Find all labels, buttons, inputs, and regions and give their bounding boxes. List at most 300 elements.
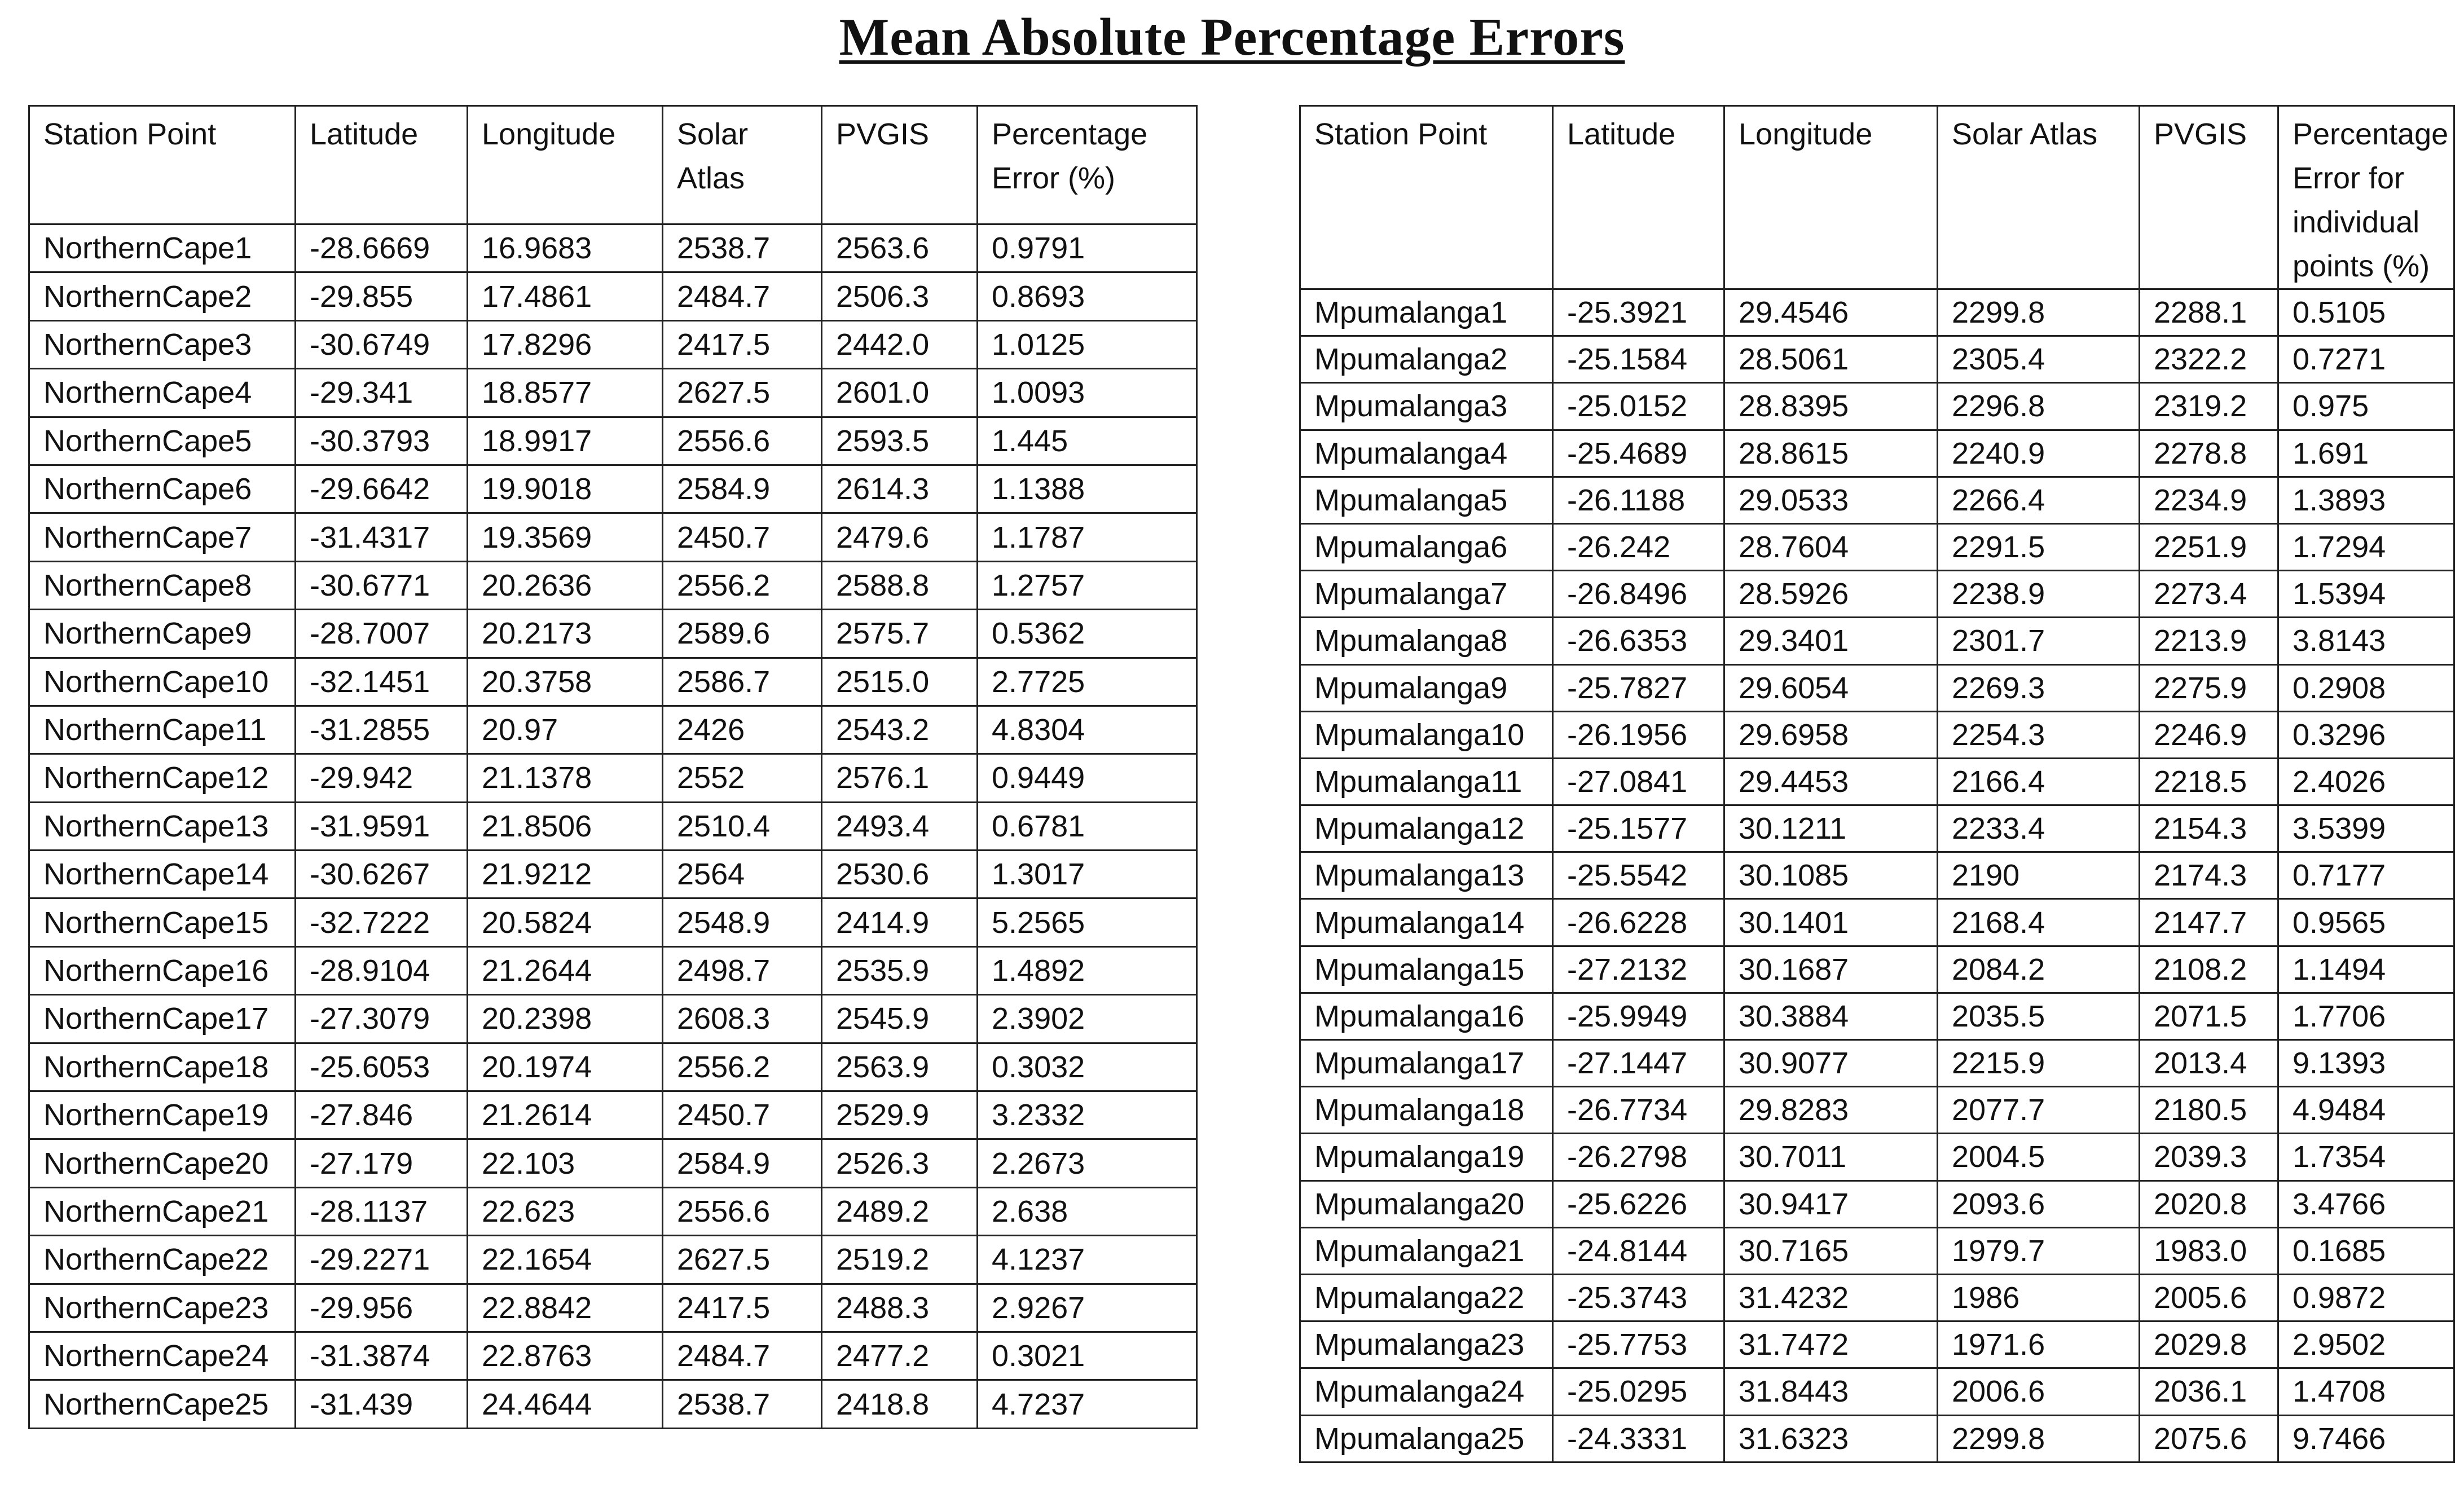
table-cell: 20.1974 xyxy=(468,1043,663,1091)
table-cell: 0.6781 xyxy=(978,802,1197,850)
table-row xyxy=(1300,571,2454,618)
table-cell: 0.8693 xyxy=(978,272,1197,320)
table-row xyxy=(29,802,1197,850)
northern-cape-table xyxy=(28,105,1198,1429)
table-cell: 22.8842 xyxy=(468,1284,663,1332)
table-cell: 2442.0 xyxy=(822,320,978,368)
table-cell: Mpumalanga8 xyxy=(1300,618,1553,664)
table-cell: 28.5926 xyxy=(1724,571,1938,618)
table-cell: 30.7011 xyxy=(1724,1134,1938,1180)
table-cell: NorthernCape3 xyxy=(29,320,296,368)
table-row xyxy=(1300,289,2454,336)
table-cell: 20.97 xyxy=(468,706,663,754)
column-header: PVGIS xyxy=(2140,106,2278,289)
table-cell: 2275.9 xyxy=(2140,664,2278,711)
table-cell: -30.3793 xyxy=(296,417,468,465)
table-cell: 2538.7 xyxy=(663,1380,822,1428)
table-cell: 1.4892 xyxy=(978,946,1197,994)
table-cell: 29.6958 xyxy=(1724,711,1938,758)
table-cell: Mpumalanga10 xyxy=(1300,711,1553,758)
table-cell: 30.1211 xyxy=(1724,805,1938,852)
table-cell: 3.8143 xyxy=(2278,618,2454,664)
table-cell: 0.9565 xyxy=(2278,899,2454,946)
table-cell: 16.9683 xyxy=(468,224,663,272)
table-cell: 2614.3 xyxy=(822,465,978,513)
table-cell: NorthernCape20 xyxy=(29,1139,296,1187)
table-row xyxy=(1300,430,2454,477)
table-row xyxy=(1300,618,2454,664)
table-cell: Mpumalanga20 xyxy=(1300,1180,1553,1227)
table-cell: 0.3296 xyxy=(2278,711,2454,758)
table-cell: -26.6228 xyxy=(1553,899,1724,946)
table-cell: 2556.2 xyxy=(663,1043,822,1091)
table-cell: 2180.5 xyxy=(2140,1087,2278,1134)
table-cell: 2563.6 xyxy=(822,224,978,272)
table-cell: 2319.2 xyxy=(2140,383,2278,430)
table-row xyxy=(29,658,1197,706)
table-cell: -25.7753 xyxy=(1553,1321,1724,1368)
table-cell: -28.7007 xyxy=(296,610,468,658)
table-cell: 28.5061 xyxy=(1724,336,1938,383)
table-cell: 18.9917 xyxy=(468,417,663,465)
table-row xyxy=(29,946,1197,994)
table-cell: -27.2132 xyxy=(1553,946,1724,993)
table-cell: NorthernCape12 xyxy=(29,754,296,802)
table-cell: 2.7725 xyxy=(978,658,1197,706)
table-row xyxy=(29,1187,1197,1235)
table-cell: NorthernCape5 xyxy=(29,417,296,465)
table-cell: 2004.5 xyxy=(1938,1134,2140,1180)
table-cell: 2168.4 xyxy=(1938,899,2140,946)
table-cell: 2233.4 xyxy=(1938,805,2140,852)
table-cell: -32.1451 xyxy=(296,658,468,706)
table-cell: -28.9104 xyxy=(296,946,468,994)
column-header: Latitude xyxy=(1553,106,1724,289)
table-cell: NorthernCape23 xyxy=(29,1284,296,1332)
table-row xyxy=(29,1091,1197,1139)
table-cell: 2108.2 xyxy=(2140,946,2278,993)
table-cell: -25.5542 xyxy=(1553,852,1724,899)
table-cell: NorthernCape13 xyxy=(29,802,296,850)
table-row xyxy=(1300,758,2454,805)
table-cell: Mpumalanga16 xyxy=(1300,993,1553,1039)
table-cell: 2.9502 xyxy=(2278,1321,2454,1368)
table-cell: 2589.6 xyxy=(663,610,822,658)
table-cell: 2488.3 xyxy=(822,1284,978,1332)
table-row xyxy=(29,224,1197,272)
table-cell: 2526.3 xyxy=(822,1139,978,1187)
table-cell: 28.8615 xyxy=(1724,430,1938,477)
table-cell: 2538.7 xyxy=(663,224,822,272)
table-cell: Mpumalanga7 xyxy=(1300,571,1553,618)
table-cell: -28.1137 xyxy=(296,1187,468,1235)
table-cell: 1.1388 xyxy=(978,465,1197,513)
column-header: Longitude xyxy=(468,106,663,224)
table-cell: 31.8443 xyxy=(1724,1368,1938,1415)
table-cell: 29.0533 xyxy=(1724,477,1938,523)
table-cell: 2093.6 xyxy=(1938,1180,2140,1227)
table-cell: NorthernCape17 xyxy=(29,995,296,1043)
table-cell: 2218.5 xyxy=(2140,758,2278,805)
table-cell: -28.6669 xyxy=(296,224,468,272)
table-cell: Mpumalanga4 xyxy=(1300,430,1553,477)
table-cell: 31.4232 xyxy=(1724,1274,1938,1321)
table-cell: 1983.0 xyxy=(2140,1227,2278,1274)
table-cell: -26.2798 xyxy=(1553,1134,1724,1180)
table-cell: -29.2271 xyxy=(296,1236,468,1284)
table-row xyxy=(29,561,1197,609)
table-cell: 2278.8 xyxy=(2140,430,2278,477)
table-cell: -24.8144 xyxy=(1553,1227,1724,1274)
table-row xyxy=(29,1332,1197,1380)
table-cell: Mpumalanga3 xyxy=(1300,383,1553,430)
table-cell: 17.4861 xyxy=(468,272,663,320)
table-cell: -25.7827 xyxy=(1553,664,1724,711)
table-cell: 4.1237 xyxy=(978,1236,1197,1284)
table-row xyxy=(1300,383,2454,430)
table-cell: NorthernCape25 xyxy=(29,1380,296,1428)
table-cell: 0.3032 xyxy=(978,1043,1197,1091)
table-cell: 0.5362 xyxy=(978,610,1197,658)
table-cell: 2493.4 xyxy=(822,802,978,850)
table-row xyxy=(29,369,1197,417)
table-cell: 2005.6 xyxy=(2140,1274,2278,1321)
table-cell: NorthernCape22 xyxy=(29,1236,296,1284)
table-cell: NorthernCape18 xyxy=(29,1043,296,1091)
table-cell: 0.3021 xyxy=(978,1332,1197,1380)
table-cell: 2213.9 xyxy=(2140,618,2278,664)
table-cell: 29.4546 xyxy=(1724,289,1938,336)
table-cell: 20.2398 xyxy=(468,995,663,1043)
table-cell: 0.975 xyxy=(2278,383,2454,430)
table-cell: 4.7237 xyxy=(978,1380,1197,1428)
table-cell: 30.1401 xyxy=(1724,899,1938,946)
table-cell: -25.3921 xyxy=(1553,289,1724,336)
table-cell: NorthernCape11 xyxy=(29,706,296,754)
table-cell: -30.6267 xyxy=(296,851,468,898)
table-cell: 3.5399 xyxy=(2278,805,2454,852)
table-row xyxy=(29,706,1197,754)
table-cell: 1971.6 xyxy=(1938,1321,2140,1368)
table-row xyxy=(1300,1321,2454,1368)
table-cell: 2174.3 xyxy=(2140,852,2278,899)
table-cell: 22.623 xyxy=(468,1187,663,1235)
table-cell: 2545.9 xyxy=(822,995,978,1043)
table-cell: 2535.9 xyxy=(822,946,978,994)
table-cell: 1.7706 xyxy=(2278,993,2454,1039)
table-cell: 2254.3 xyxy=(1938,711,2140,758)
table-row xyxy=(1300,711,2454,758)
table-cell: 30.3884 xyxy=(1724,993,1938,1039)
table-cell: 2418.8 xyxy=(822,1380,978,1428)
table-cell: Mpumalanga13 xyxy=(1300,852,1553,899)
table-cell: Mpumalanga24 xyxy=(1300,1368,1553,1415)
table-cell: 1.1494 xyxy=(2278,946,2454,993)
table-cell: 2.4026 xyxy=(2278,758,2454,805)
table-row xyxy=(29,272,1197,320)
table-cell: 21.2614 xyxy=(468,1091,663,1139)
table-cell: 2593.5 xyxy=(822,417,978,465)
table-cell: 29.3401 xyxy=(1724,618,1938,664)
table-row xyxy=(1300,336,2454,383)
table-cell: 2417.5 xyxy=(663,1284,822,1332)
table-cell: 0.5105 xyxy=(2278,289,2454,336)
table-cell: -25.1584 xyxy=(1553,336,1724,383)
table-cell: 2299.8 xyxy=(1938,289,2140,336)
table-cell: 29.8283 xyxy=(1724,1087,1938,1134)
table-cell: 2584.9 xyxy=(663,465,822,513)
table-cell: Mpumalanga2 xyxy=(1300,336,1553,383)
table-cell: Mpumalanga18 xyxy=(1300,1087,1553,1134)
table-cell: 2584.9 xyxy=(663,1139,822,1187)
table-cell: -25.0152 xyxy=(1553,383,1724,430)
table-cell: Mpumalanga17 xyxy=(1300,1040,1553,1087)
table-cell: 2299.8 xyxy=(1938,1415,2140,1462)
table-cell: 2071.5 xyxy=(2140,993,2278,1039)
table-cell: 1.4708 xyxy=(2278,1368,2454,1415)
table-cell: Mpumalanga19 xyxy=(1300,1134,1553,1180)
table-cell: -29.942 xyxy=(296,754,468,802)
table-cell: 2552 xyxy=(663,754,822,802)
table-cell: 2.3902 xyxy=(978,995,1197,1043)
table-row xyxy=(29,1139,1197,1187)
table-cell: Mpumalanga14 xyxy=(1300,899,1553,946)
table-row xyxy=(1300,1180,2454,1227)
table-cell: 1.691 xyxy=(2278,430,2454,477)
table-cell: 2273.4 xyxy=(2140,571,2278,618)
table-cell: 2529.9 xyxy=(822,1091,978,1139)
table-cell: 22.8763 xyxy=(468,1332,663,1380)
table-cell: -26.242 xyxy=(1553,523,1724,570)
table-row xyxy=(1300,1134,2454,1180)
table-cell: 2601.0 xyxy=(822,369,978,417)
table-cell: 2240.9 xyxy=(1938,430,2140,477)
table-cell: 0.9872 xyxy=(2278,1274,2454,1321)
table-cell: NorthernCape4 xyxy=(29,369,296,417)
table-row xyxy=(29,851,1197,898)
table-cell: 2266.4 xyxy=(1938,477,2140,523)
table-cell: 1979.7 xyxy=(1938,1227,2140,1274)
table-cell: 20.5824 xyxy=(468,898,663,946)
table-cell: -29.341 xyxy=(296,369,468,417)
table-cell: 2564 xyxy=(663,851,822,898)
table-cell: 30.9417 xyxy=(1724,1180,1938,1227)
table-cell: 20.2173 xyxy=(468,610,663,658)
table-cell: 2627.5 xyxy=(663,369,822,417)
table-cell: 24.4644 xyxy=(468,1380,663,1428)
table-cell: -27.1447 xyxy=(1553,1040,1724,1087)
table-row xyxy=(1300,1227,2454,1274)
table-cell: 2301.7 xyxy=(1938,618,2140,664)
table-cell: 19.3569 xyxy=(468,513,663,561)
table-cell: NorthernCape14 xyxy=(29,851,296,898)
table-cell: 2234.9 xyxy=(2140,477,2278,523)
table-cell: 30.1085 xyxy=(1724,852,1938,899)
table-cell: 29.4453 xyxy=(1724,758,1938,805)
table-cell: 2.2673 xyxy=(978,1139,1197,1187)
table-cell: -25.4689 xyxy=(1553,430,1724,477)
table-cell: 2166.4 xyxy=(1938,758,2140,805)
table-row xyxy=(1300,805,2454,852)
table-cell: -30.6749 xyxy=(296,320,468,368)
table-cell: -27.846 xyxy=(296,1091,468,1139)
table-cell: 3.2332 xyxy=(978,1091,1197,1139)
table-cell: 2.9267 xyxy=(978,1284,1197,1332)
table-cell: 2020.8 xyxy=(2140,1180,2278,1227)
table-cell: 2075.6 xyxy=(2140,1415,2278,1462)
table-cell: 1.5394 xyxy=(2278,571,2454,618)
table-cell: 2084.2 xyxy=(1938,946,2140,993)
column-header: Percentage Error (%) xyxy=(978,106,1197,224)
table-cell: -26.8496 xyxy=(1553,571,1724,618)
table-cell: NorthernCape8 xyxy=(29,561,296,609)
table-cell: 0.1685 xyxy=(2278,1227,2454,1274)
table-cell: 2489.2 xyxy=(822,1187,978,1235)
table-cell: 29.6054 xyxy=(1724,664,1938,711)
table-cell: 21.1378 xyxy=(468,754,663,802)
table-cell: 2291.5 xyxy=(1938,523,2140,570)
table-cell: 1.3893 xyxy=(2278,477,2454,523)
table-cell: 2543.2 xyxy=(822,706,978,754)
table-cell: Mpumalanga21 xyxy=(1300,1227,1553,1274)
table-cell: NorthernCape10 xyxy=(29,658,296,706)
table-cell: NorthernCape7 xyxy=(29,513,296,561)
table-cell: 28.7604 xyxy=(1724,523,1938,570)
table-cell: 2288.1 xyxy=(2140,289,2278,336)
table-cell: 17.8296 xyxy=(468,320,663,368)
table-row xyxy=(29,417,1197,465)
column-header: Solar Atlas xyxy=(663,106,822,224)
table-cell: 2556.6 xyxy=(663,417,822,465)
table-row xyxy=(1300,1087,2454,1134)
table-cell: 2506.3 xyxy=(822,272,978,320)
table-cell: 2322.2 xyxy=(2140,336,2278,383)
table-cell: -30.6771 xyxy=(296,561,468,609)
table-cell: -25.6226 xyxy=(1553,1180,1724,1227)
table-cell: 20.2636 xyxy=(468,561,663,609)
table-cell: 22.103 xyxy=(468,1139,663,1187)
table-cell: -31.3874 xyxy=(296,1332,468,1380)
table-cell: 4.9484 xyxy=(2278,1087,2454,1134)
table-cell: 2246.9 xyxy=(2140,711,2278,758)
table-cell: 2251.9 xyxy=(2140,523,2278,570)
table-cell: 2077.7 xyxy=(1938,1087,2140,1134)
table-cell: 2147.7 xyxy=(2140,899,2278,946)
table-cell: 1.0125 xyxy=(978,320,1197,368)
table-cell: 2563.9 xyxy=(822,1043,978,1091)
table-cell: -25.6053 xyxy=(296,1043,468,1091)
table-cell: 0.2908 xyxy=(2278,664,2454,711)
table-cell: 2627.5 xyxy=(663,1236,822,1284)
table-row xyxy=(29,610,1197,658)
table-cell: -25.1577 xyxy=(1553,805,1724,852)
table-cell: -26.1188 xyxy=(1553,477,1724,523)
table-cell: -31.439 xyxy=(296,1380,468,1428)
table-row xyxy=(1300,1368,2454,1415)
table-cell: -29.855 xyxy=(296,272,468,320)
table-row xyxy=(29,898,1197,946)
table-cell: 2484.7 xyxy=(663,272,822,320)
table-row xyxy=(1300,477,2454,523)
page-title: Mean Absolute Percentage Errors xyxy=(839,8,1625,67)
table-cell: 2296.8 xyxy=(1938,383,2140,430)
table-cell: -25.3743 xyxy=(1553,1274,1724,1321)
table-cell: 9.7466 xyxy=(2278,1415,2454,1462)
table-cell: -25.0295 xyxy=(1553,1368,1724,1415)
table-row xyxy=(1300,993,2454,1039)
table-cell: 2450.7 xyxy=(663,1091,822,1139)
table-cell: -25.9949 xyxy=(1553,993,1724,1039)
mpumalanga-table xyxy=(1299,105,2455,1463)
table-cell: 1.3017 xyxy=(978,851,1197,898)
table-cell: 5.2565 xyxy=(978,898,1197,946)
table-cell: 2548.9 xyxy=(663,898,822,946)
table-cell: 0.7271 xyxy=(2278,336,2454,383)
table-row xyxy=(29,320,1197,368)
table-row xyxy=(29,1284,1197,1332)
table-cell: Mpumalanga1 xyxy=(1300,289,1553,336)
table-cell: 2575.7 xyxy=(822,610,978,658)
table-cell: 2588.8 xyxy=(822,561,978,609)
table-cell: 2238.9 xyxy=(1938,571,2140,618)
column-header: Latitude xyxy=(296,106,468,224)
table-cell: 2035.5 xyxy=(1938,993,2140,1039)
table-cell: 9.1393 xyxy=(2278,1040,2454,1087)
table-cell: 2556.6 xyxy=(663,1187,822,1235)
table-cell: -26.7734 xyxy=(1553,1087,1724,1134)
table-cell: 2426 xyxy=(663,706,822,754)
table-cell: 2484.7 xyxy=(663,1332,822,1380)
table-cell: NorthernCape9 xyxy=(29,610,296,658)
table-cell: Mpumalanga12 xyxy=(1300,805,1553,852)
table-cell: 2519.2 xyxy=(822,1236,978,1284)
table-row xyxy=(29,1043,1197,1091)
table-cell: 2586.7 xyxy=(663,658,822,706)
table-row xyxy=(29,754,1197,802)
table-cell: 19.9018 xyxy=(468,465,663,513)
table-cell: Mpumalanga25 xyxy=(1300,1415,1553,1462)
table-cell: -27.3079 xyxy=(296,995,468,1043)
table-cell: 2530.6 xyxy=(822,851,978,898)
table-cell: NorthernCape2 xyxy=(29,272,296,320)
table-cell: 28.8395 xyxy=(1724,383,1938,430)
column-header: Station Point xyxy=(29,106,296,224)
table-cell: 2269.3 xyxy=(1938,664,2140,711)
table-cell: -29.956 xyxy=(296,1284,468,1332)
table-cell: 1.445 xyxy=(978,417,1197,465)
table-cell: 31.6323 xyxy=(1724,1415,1938,1462)
table-cell: Mpumalanga22 xyxy=(1300,1274,1553,1321)
table-cell: 1.7294 xyxy=(2278,523,2454,570)
table-cell: 2029.8 xyxy=(2140,1321,2278,1368)
table-cell: 1.0093 xyxy=(978,369,1197,417)
table-cell: Mpumalanga23 xyxy=(1300,1321,1553,1368)
table-cell: 2510.4 xyxy=(663,802,822,850)
table-row xyxy=(29,995,1197,1043)
table-cell: 0.9791 xyxy=(978,224,1197,272)
table-row xyxy=(29,1380,1197,1428)
table-cell: -26.1956 xyxy=(1553,711,1724,758)
table-cell: 2215.9 xyxy=(1938,1040,2140,1087)
table-cell: -26.6353 xyxy=(1553,618,1724,664)
table-cell: 2036.1 xyxy=(2140,1368,2278,1415)
table-row xyxy=(1300,523,2454,570)
table-row xyxy=(1300,1040,2454,1087)
table-cell: NorthernCape19 xyxy=(29,1091,296,1139)
table-cell: -31.2855 xyxy=(296,706,468,754)
table-cell: 0.7177 xyxy=(2278,852,2454,899)
table-cell: -31.4317 xyxy=(296,513,468,561)
